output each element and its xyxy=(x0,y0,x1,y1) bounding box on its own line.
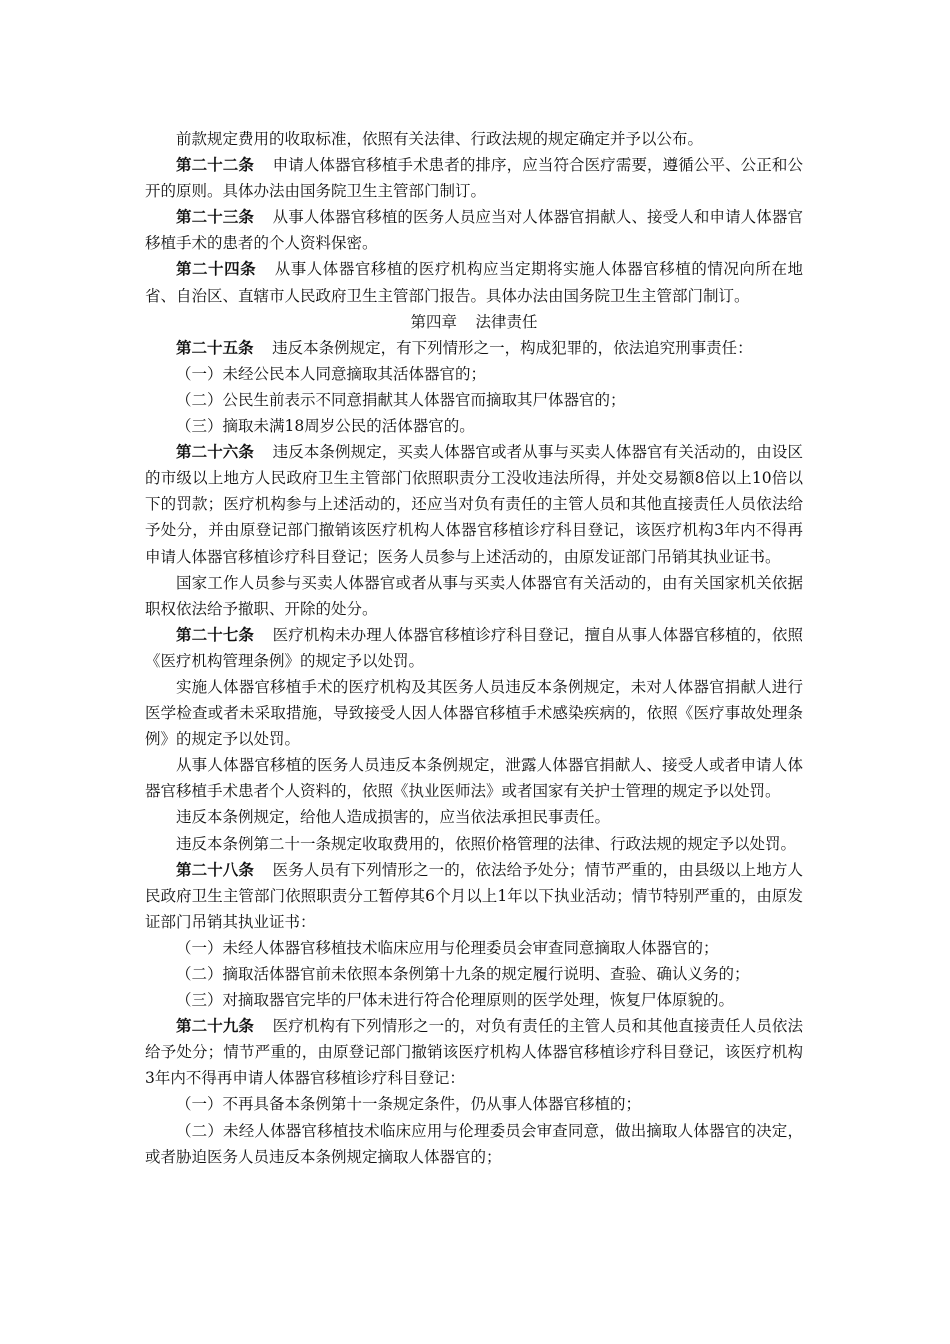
article-number: 第二十八条 xyxy=(176,859,255,879)
list-item xyxy=(145,987,803,1013)
list-item-text: （二）公民生前表示不同意捐献其人体器官而摘取其尸体器官的； xyxy=(176,390,626,409)
paragraph xyxy=(145,439,803,569)
list-item xyxy=(145,1118,803,1170)
paragraph xyxy=(145,570,803,622)
paragraph-text: 从事人体器官移植的医务人员违反本条例规定，泄露人体器官捐献人、接受人或者申请人体器官移植手术患者个人资料的，依照《执业医师法》或者国家有关护士管理的规定予以处罚。 xyxy=(145,756,803,801)
list-item-text: （一）未经人体器官移植技术临床应用与伦理委员会审查同意摘取人体器官的； xyxy=(176,938,719,957)
article-number: 第二十四条 xyxy=(176,259,257,279)
list-item-text: （一）不再具备本条例第十一条规定条件，仍从事人体器官移植的； xyxy=(176,1095,642,1114)
paragraph xyxy=(145,831,803,857)
list-item xyxy=(145,961,803,987)
document-page xyxy=(145,126,803,1170)
list-item-text: （三）摘取未满18周岁公民的活体器官的。 xyxy=(176,417,475,436)
paragraph xyxy=(145,335,803,361)
article-number: 第二十九条 xyxy=(176,1016,255,1036)
list-item xyxy=(145,413,803,439)
article-number: 第二十七条 xyxy=(176,624,255,644)
chapter-heading xyxy=(145,309,803,335)
list-item xyxy=(145,1091,803,1117)
list-item xyxy=(145,935,803,961)
paragraph-text: 从事人体器官移植的医疗机构应当定期将实施人体器官移植的情况向所在地省、自治区、直辖市人民政府卫生主管部门报告。具体办法由国务院卫生主管部门制订。 xyxy=(145,260,803,305)
paragraph-text: 医疗机构有下列情形之一的，对负有责任的主管人员和其他直接责任人员依法给予处分；情节严重的，由原登记部门撤销该医疗机构人体器官移植诊疗科目登记，该医疗机构3年内不得再申请人体器官移植诊疗科目登记： xyxy=(145,1017,803,1088)
list-item xyxy=(145,361,803,387)
chapter-number: 第四章 xyxy=(410,312,457,331)
paragraph-text: 违反本条例规定，给他人造成损害的，应当依法承担民事责任。 xyxy=(176,808,611,827)
paragraph-text: 违反本条例规定，买卖人体器官或者从事与买卖人体器官有关活动的，由设区的市级以上地方人民政府卫生主管部门依照职责分工没收违法所得，并处交易额8倍以上10倍以下的罚款；医疗机构参与上述活动的，还应当对负有责任的主管人员和其他直接责任人员依法给予处分，并由原登记部门撤销该医疗机构人体器官移植诊疗科目登记，该医疗机构3年内不得再申请人体器官移植诊疗科目登记；医务人员参与上述活动的，由原发证部门吊销其执业证书。 xyxy=(145,443,803,566)
article-number: 第二十二条 xyxy=(176,155,255,175)
list-item-text: （二）摘取活体器官前未依照本条例第十九条的规定履行说明、查验、确认义务的； xyxy=(176,965,750,983)
paragraph-text: 申请人体器官移植手术患者的排序，应当符合医疗需要，遵循公平、公正和公开的原则。具体办法由国务院卫生主管部门制订。 xyxy=(145,156,803,201)
paragraph xyxy=(145,857,803,935)
article-number: 第二十三条 xyxy=(176,207,255,227)
list-item-text: （三）对摘取器官完毕的尸体未进行符合伦理原则的医学处理，恢复尸体原貌的。 xyxy=(176,991,735,1010)
paragraph xyxy=(145,674,803,752)
list-item-text: （一）未经公民本人同意摘取其活体器官的； xyxy=(176,364,487,383)
paragraph-text: 国家工作人员参与买卖人体器官或者从事与买卖人体器官有关活动的，由有关国家机关依据职权依法给予撤职、开除的处分。 xyxy=(145,573,803,618)
paragraph-text: 违反本条例规定，有下列情形之一，构成犯罪的，依法追究刑事责任： xyxy=(272,338,753,357)
paragraph xyxy=(145,804,803,830)
paragraph-text: 违反本条例第二十一条规定收取费用的，依照价格管理的法律、行政法规的规定予以处罚。 xyxy=(176,834,797,853)
paragraph xyxy=(145,752,803,804)
paragraph-text: 前款规定费用的收取标准，依照有关法律、行政法规的规定确定并予以公布。 xyxy=(176,130,704,148)
paragraph-text: 医疗机构未办理人体器官移植诊疗科目登记，擅自从事人体器官移植的，依照《医疗机构管理条例》的规定予以处罚。 xyxy=(145,625,803,670)
paragraph xyxy=(145,622,803,674)
paragraph xyxy=(145,152,803,204)
list-item-text: （二）未经人体器官移植技术临床应用与伦理委员会审查同意，做出摘取人体器官的决定，或者胁迫医务人员违反本条例规定摘取人体器官的； xyxy=(145,1121,803,1166)
paragraph-text: 从事人体器官移植的医务人员应当对人体器官捐献人、接受人和申请人体器官移植手术的患者的个人资料保密。 xyxy=(145,208,803,253)
paragraph-text: 医务人员有下列情形之一的，依法给予处分；情节严重的，由县级以上地方人民政府卫生主管部门依照职责分工暂停其6个月以上1年以下执业活动；情节特别严重的，由原发证部门吊销其执业证书： xyxy=(145,860,803,931)
article-number: 第二十六条 xyxy=(176,442,255,462)
article-number: 第二十五条 xyxy=(176,337,254,357)
paragraph xyxy=(145,1013,803,1091)
paragraph xyxy=(145,256,803,308)
chapter-title: 法律责任 xyxy=(475,312,538,331)
list-item xyxy=(145,387,803,413)
paragraph xyxy=(145,204,803,256)
paragraph xyxy=(145,126,803,152)
paragraph-text: 实施人体器官移植手术的医疗机构及其医务人员违反本条例规定，未对人体器官捐献人进行医学检查或者未采取措施，导致接受人因人体器官移植手术感染疾病的，依照《医疗事故处理条例》的规定予以处罚。 xyxy=(145,677,803,749)
